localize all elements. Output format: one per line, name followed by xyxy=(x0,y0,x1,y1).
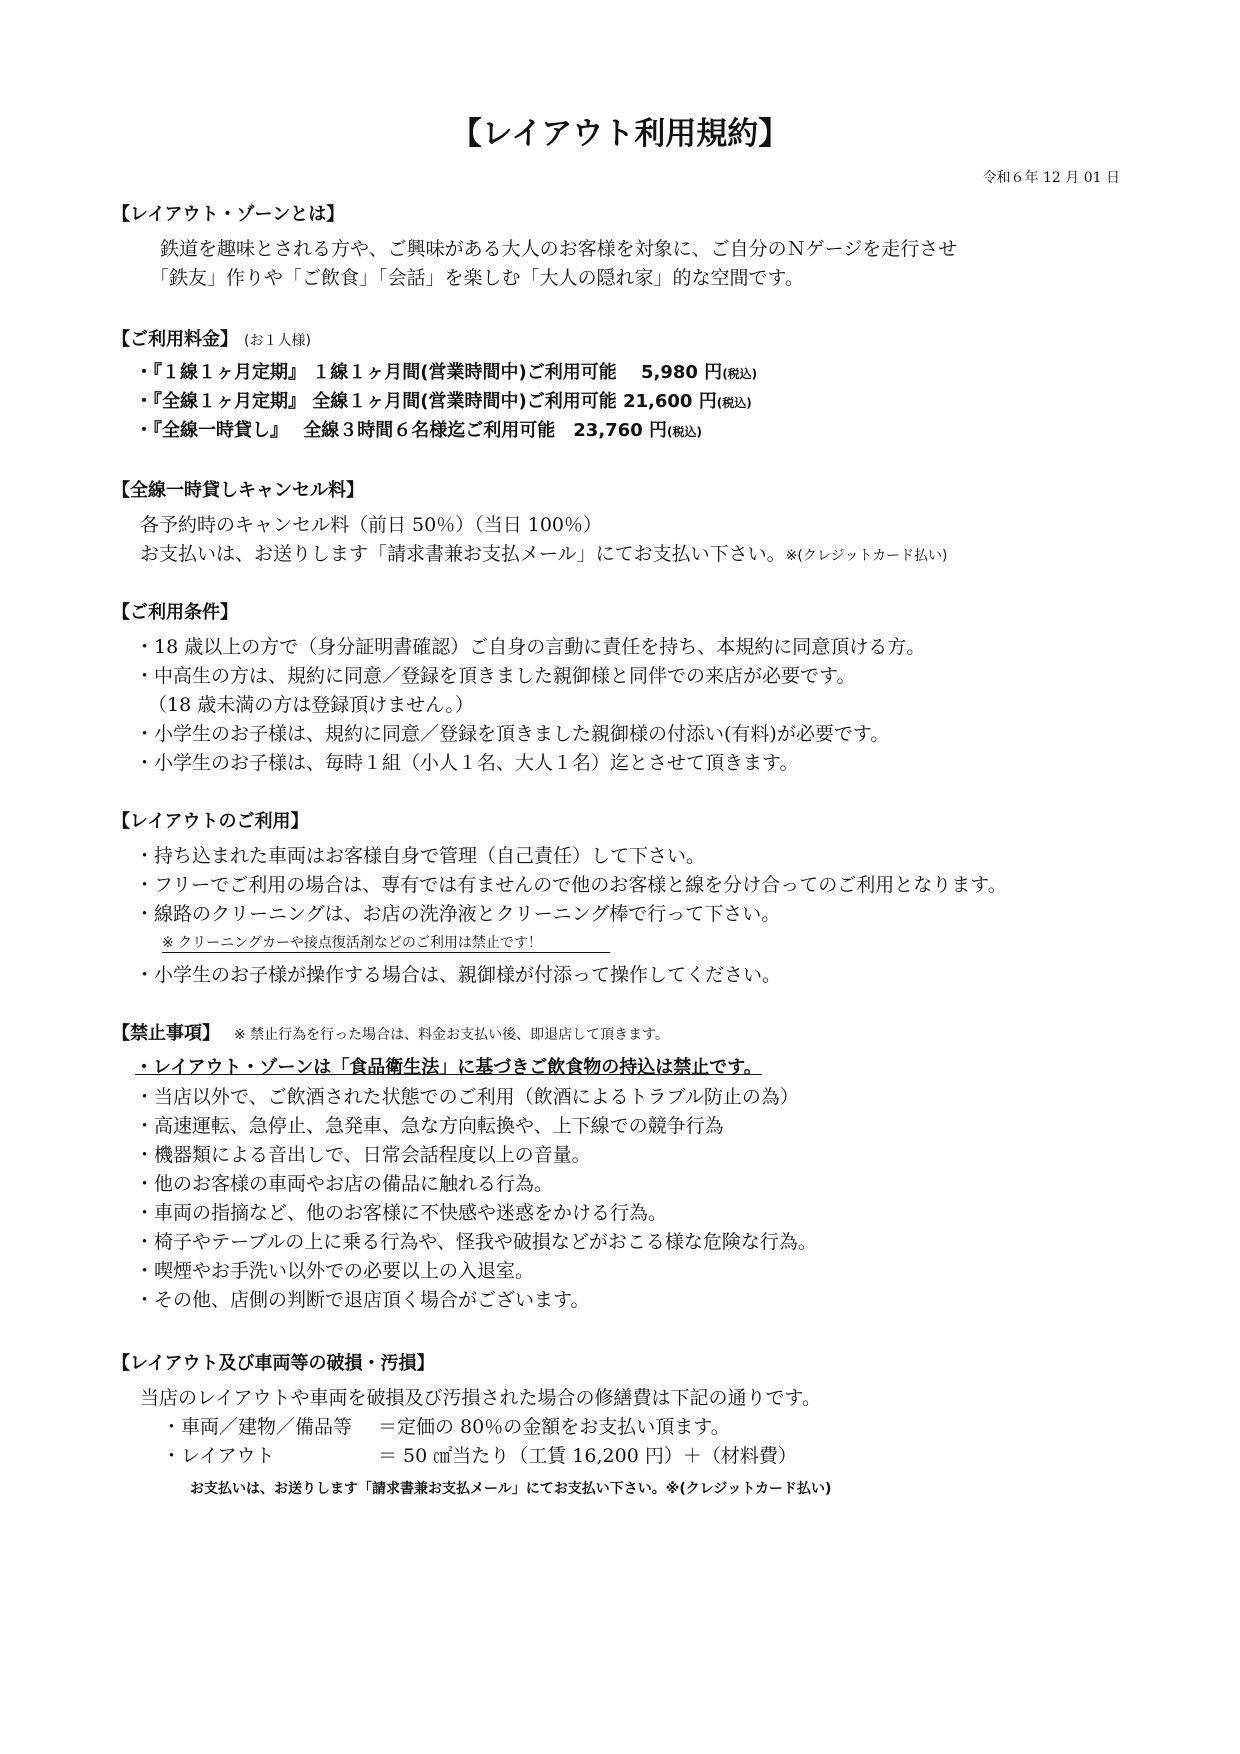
prohibited-item: ・高速運転、急停止、急発車、急な方向転換や、上下線での競争行為 xyxy=(135,1115,724,1137)
cancel-payment-note: ※(クレジットカード払い) xyxy=(785,548,948,564)
fee-item xyxy=(135,416,702,442)
usage-item: ・線路のクリーニングは、お店の洗浄液とクリーニング棒で行って下さい。 xyxy=(135,903,781,925)
damage-row-2-label: ・レイアウト xyxy=(162,1445,275,1467)
document-date: 令和６年 12 月 01 日 xyxy=(982,170,1120,186)
cancel-line-1: 各予約時のキャンセル料（前日 50％）（当日 100％） xyxy=(140,514,603,536)
usage-heading: 【レイアウトのご利用】 xyxy=(112,811,309,832)
fee-item-text: ・『１線１ヶ月定期』 １線１ヶ月間(営業時間中)ご利用可能 5,980 円 xyxy=(135,362,723,383)
fees-heading-text: 【ご利用料金】 xyxy=(112,329,238,350)
condition-item: ・小学生のお子様は、毎時１組（小人１名、大人１名）迄とさせて頂きます。 xyxy=(135,752,799,774)
intro-line-1: 鉄道を趣味とされる方や、ご興味がある大人のお客様を対象に、ご自分のＮゲージを走行させ xyxy=(160,238,958,260)
fee-item-tax: (税込) xyxy=(716,396,752,410)
damage-payment-note: お支払いは、お送りします「請求書兼お支払メール」にてお支払い下さい。※(クレジットカード払い) xyxy=(190,1481,832,1497)
condition-item: ・小学生のお子様は、規約に同意／登録を頂きました親御様の付添い(有料)が必要です。 xyxy=(135,723,890,745)
condition-item: ・中高生の方は、規約に同意／登録を頂きました親御様と同伴での来店が必要です。 xyxy=(135,665,856,687)
intro-heading-text: 【レイアウト・ゾーンとは】 xyxy=(112,204,345,225)
conditions-heading: 【ご利用条件】 xyxy=(112,602,238,623)
prohibited-item: ・その他、店側の判断で退店頂く場合がございます。 xyxy=(135,1289,590,1311)
usage-item: ・小学生のお子様が操作する場合は、親御様が付添って操作してください。 xyxy=(135,964,782,986)
fee-item-tax: (税込) xyxy=(667,425,702,439)
page-title: 【レイアウト利用規約】 xyxy=(450,116,790,152)
damage-heading: 【レイアウト及び車両等の破損・汚損】 xyxy=(112,1353,435,1374)
fee-item xyxy=(135,387,752,413)
prohibited-item: ・喫煙やお手洗い以外での必要以上の入退室。 xyxy=(135,1260,535,1282)
intro-heading xyxy=(112,200,344,226)
prohibited-note: ※ 禁止行為を行った場合は、料金お支払い後、即退店して頂きます。 xyxy=(234,1027,670,1043)
prohibited-heading xyxy=(112,1019,669,1045)
usage-item: ・持ち込まれた車両はお客様自身で管理（自己責任）して下さい。 xyxy=(135,845,706,867)
prohibited-first xyxy=(135,1053,762,1079)
usage-item: ・フリーでご利用の場合は、専有では有ませんので他のお客様と線を分け合ってのご利用となります。 xyxy=(135,874,1007,896)
prohibited-first-text: ・レイアウト・ゾーンは「食品衛生法」に基づきご飲食物の持込は禁止です。 xyxy=(135,1057,762,1078)
fee-item xyxy=(135,358,757,384)
cancel-heading: 【全線一時貸しキャンセル料】 xyxy=(112,480,364,501)
intro-line-2: 「鉄友」作りや「ご飲食」「会話」を楽しむ「大人の隠れ家」的な空間です。 xyxy=(150,267,804,289)
condition-item: （18 歳未満の方は登録頂けません。） xyxy=(148,694,474,716)
prohibited-heading-text: 【禁止事項】 xyxy=(112,1023,220,1044)
fee-item-tax: (税込) xyxy=(722,367,758,381)
prohibited-item: ・他のお客様の車両やお店の備品に触れる行為。 xyxy=(135,1173,554,1195)
condition-item: ・18 歳以上の方で（身分証明書確認）ご自身の言動に責任を持ち、本規約に同意頂ける方。 xyxy=(135,636,926,658)
usage-warning-underline xyxy=(162,952,610,953)
damage-row-2-value: ＝ 50 ㎠当たり（工賃 16,200 円）＋（材料費） xyxy=(378,1445,797,1467)
usage-warning: ※ クリーニングカーや接点復活剤などのご利用は禁止です！ xyxy=(162,935,542,951)
fees-heading-note: (お１人様) xyxy=(244,333,311,349)
prohibited-item: ・機器類による音出しで、日常会話程度以上の音量。 xyxy=(135,1144,591,1166)
prohibited-item: ・当店以外で、ご飲酒された状態でのご利用（飲酒によるトラブル防止の為） xyxy=(135,1086,799,1108)
damage-row-1-label: ・車両／建物／備品等 xyxy=(162,1416,353,1438)
damage-row-1-value: ＝定価の 80％の金額をお支払い頂ます。 xyxy=(378,1416,730,1438)
prohibited-item: ・車両の指摘など、他のお客様に不快感や迷惑をかける行為。 xyxy=(135,1202,668,1224)
damage-line-1: 当店のレイアウトや車両を破損及び汚損された場合の修繕費は下記の通りです。 xyxy=(140,1387,821,1409)
fees-heading xyxy=(112,325,311,351)
cancel-line-2 xyxy=(140,539,948,566)
fee-item-text: ・『全線一時貸し』 全線３時間６名様迄ご利用可能 23,760 円 xyxy=(135,420,667,441)
fee-item-text: ・『全線１ヶ月定期』 全線１ヶ月間(営業時間中)ご利用可能 21,600 円 xyxy=(135,391,717,412)
prohibited-item: ・椅子やテーブルの上に乗る行為や、怪我や破損などがおこる様な危険な行為。 xyxy=(135,1231,817,1253)
cancel-line-2-text: お支払いは、お送りします「請求書兼お支払メール」にてお支払い下さい。 xyxy=(140,543,786,565)
